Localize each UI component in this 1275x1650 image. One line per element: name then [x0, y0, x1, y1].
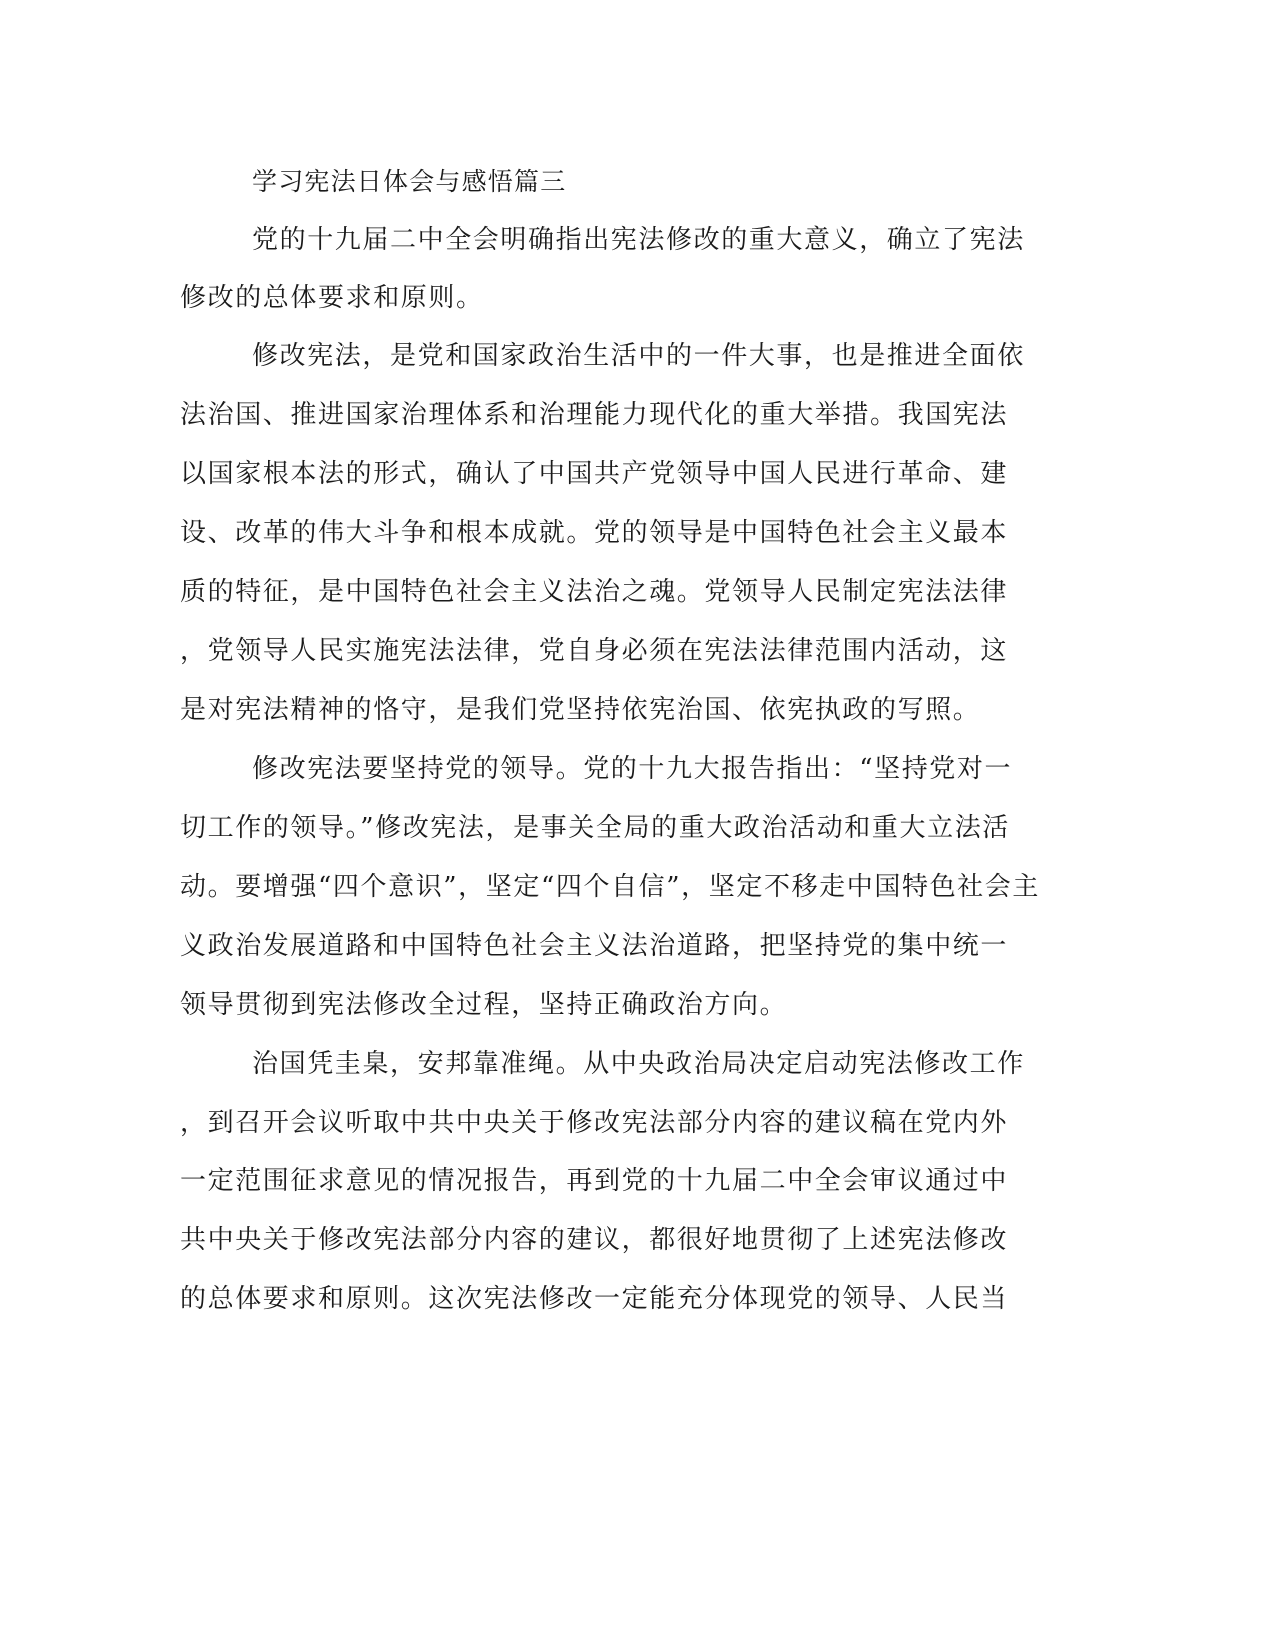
- text-line: 共中央关于修改宪法部分内容的建议，都很好地贯彻了上述宪法修改: [180, 1225, 1009, 1255]
- text-line: 动。要增强“四个意识”，坚定“四个自信”，坚定不移走中国特色社会主: [180, 872, 1040, 902]
- text-line: 义政治发展道路和中国特色社会主义法治道路，把坚持党的集中统一: [180, 931, 1009, 961]
- text-line: ，到召开会议听取中共中央关于修改宪法部分内容的建议稿在党内外: [180, 1108, 1009, 1138]
- text-line: 治国凭圭臬，安邦靠准绳。从中央政治局决定启动宪法修改工作: [252, 1049, 1025, 1079]
- text-line: ，党领导人民实施宪法法律，党自身必须在宪法法律范围内活动，这: [180, 636, 1009, 666]
- text-line: 一定范围征求意见的情况报告，再到党的十九届二中全会审议通过中: [180, 1166, 1009, 1196]
- text-line: 设、改革的伟大斗争和根本成就。党的领导是中国特色社会主义最本: [180, 518, 1009, 548]
- text-line: 的总体要求和原则。这次宪法修改一定能充分体现党的领导、人民当: [180, 1284, 1009, 1314]
- document-title: 学习宪法日体会与感悟篇三: [252, 167, 567, 196]
- text-line: 修改宪法，是党和国家政治生活中的一件大事，也是推进全面依: [252, 341, 1025, 371]
- text-line: 是对宪法精神的恪守，是我们党坚持依宪治国、依宪执政的写照。: [180, 695, 981, 725]
- text-line: 党的十九届二中全会明确指出宪法修改的重大意义，确立了宪法: [252, 225, 1025, 255]
- text-line: 法治国、推进国家治理体系和治理能力现代化的重大举措。我国宪法: [180, 400, 1009, 430]
- text-line: 以国家根本法的形式，确认了中国共产党领导中国人民进行革命、建: [180, 459, 1009, 489]
- text-line: 质的特征，是中国特色社会主义法治之魂。党领导人民制定宪法法律: [180, 577, 1009, 607]
- text-line: 领导贯彻到宪法修改全过程，坚持正确政治方向。: [180, 990, 788, 1020]
- text-line: 修改的总体要求和原则。: [180, 283, 484, 313]
- text-line: 切工作的领导。”修改宪法，是事关全局的重大政治活动和重大立法活: [180, 813, 1010, 843]
- text-line: 修改宪法要坚持党的领导。党的十九大报告指出：“坚持党对一: [252, 754, 1013, 784]
